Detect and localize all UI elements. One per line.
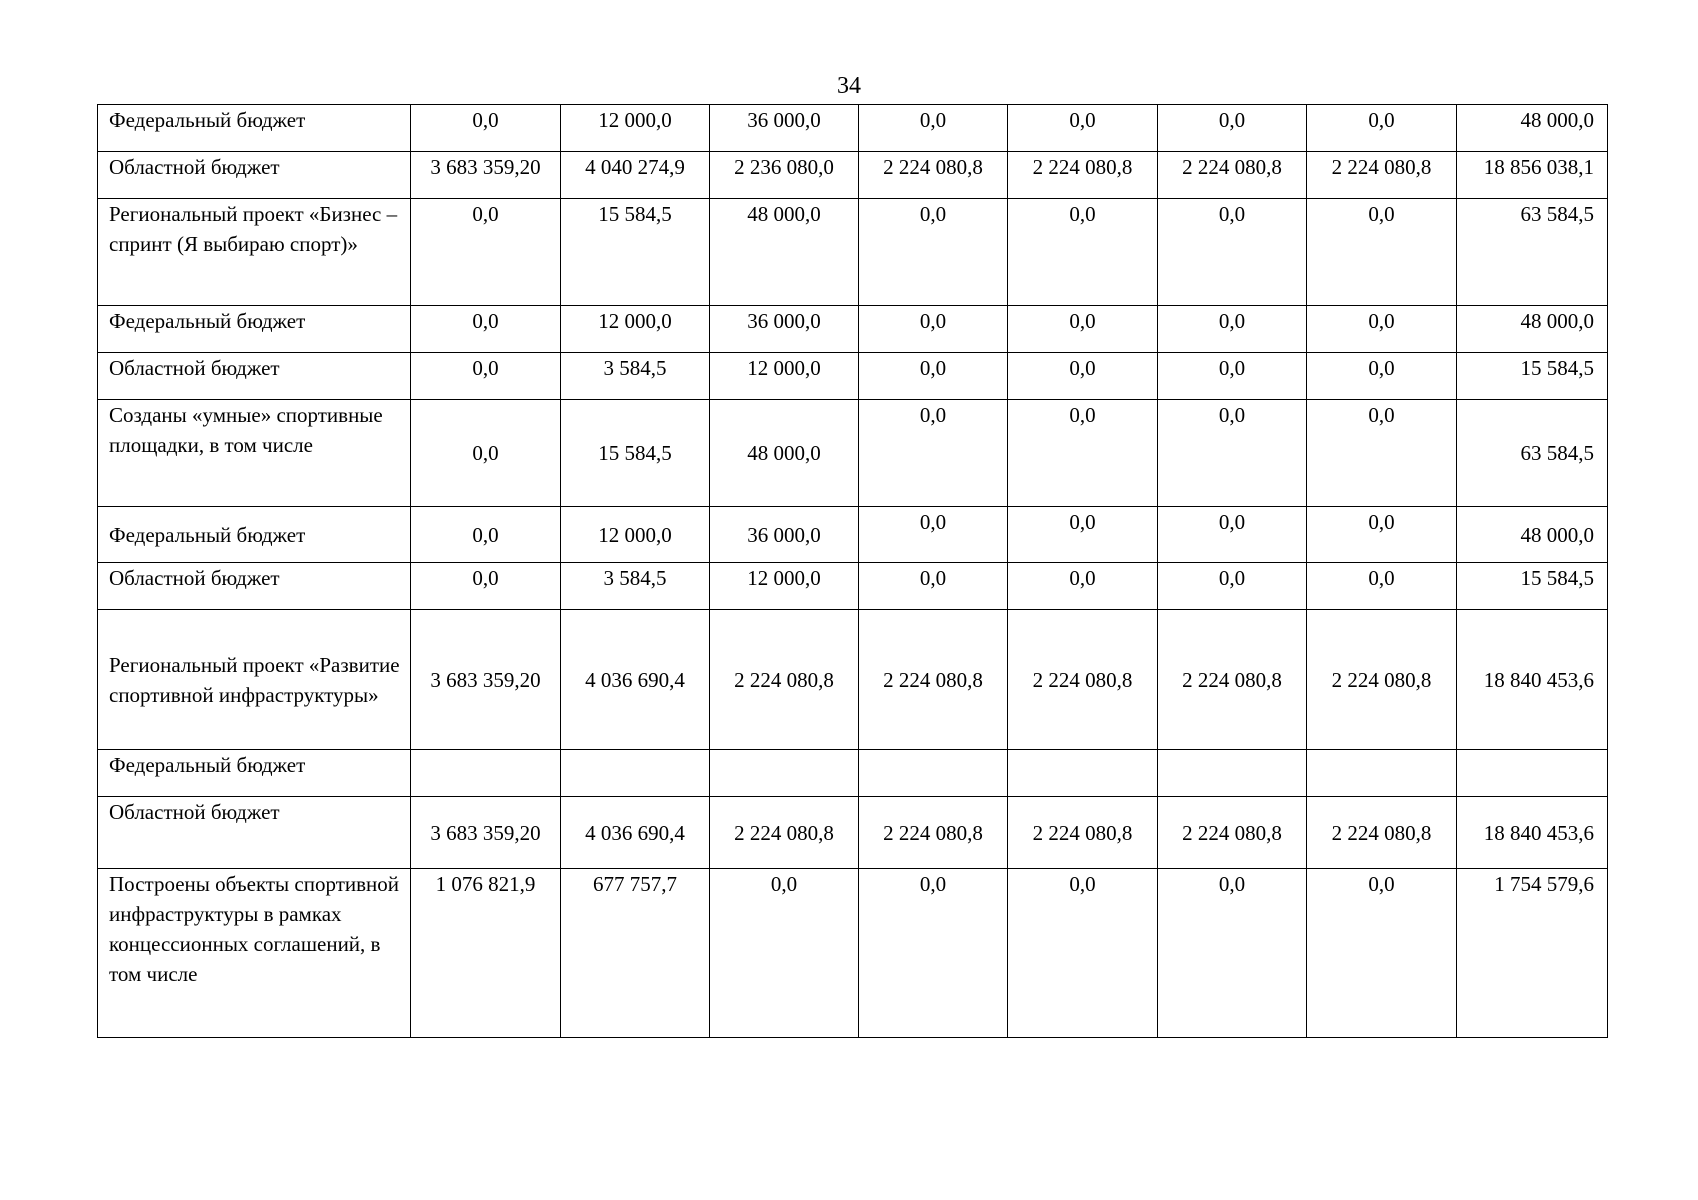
row-label: Построены объекты спортивной инфраструктуры в рамках концессионных соглашений, в том числе [98, 869, 411, 1038]
value-cell: 36 000,0 [710, 306, 859, 353]
value-cell: 0,0 [1158, 507, 1307, 563]
value-cell: 2 224 080,8 [1307, 797, 1457, 869]
value-cell: 0,0 [859, 400, 1008, 507]
table-row [98, 507, 1608, 563]
total-cell: 18 840 453,6 [1457, 797, 1608, 869]
value-cell: 0,0 [1008, 400, 1158, 507]
value-cell: 48 000,0 [710, 199, 859, 306]
value-cell: 0,0 [411, 507, 561, 563]
total-cell: 15 584,5 [1457, 353, 1608, 400]
table-row [98, 610, 1608, 750]
value-cell: 48 000,0 [710, 400, 859, 507]
value-cell: 677 757,7 [561, 869, 710, 1038]
value-cell: 2 236 080,0 [710, 152, 859, 199]
value-cell: 0,0 [1158, 199, 1307, 306]
row-label: Региональный проект «Бизнес – спринт (Я выбираю спорт)» [98, 199, 411, 306]
value-cell: 2 224 080,8 [859, 610, 1008, 750]
total-cell: 63 584,5 [1457, 199, 1608, 306]
value-cell: 12 000,0 [561, 507, 710, 563]
value-cell: 0,0 [411, 563, 561, 610]
value-cell: 0,0 [1307, 105, 1457, 152]
value-cell: 36 000,0 [710, 105, 859, 152]
value-cell: 12 000,0 [561, 105, 710, 152]
value-cell: 3 683 359,20 [411, 797, 561, 869]
value-cell: 3 683 359,20 [411, 152, 561, 199]
row-label: Созданы «умные» спортивные площадки, в том числе [98, 400, 411, 507]
total-cell: 48 000,0 [1457, 507, 1608, 563]
row-label: Областной бюджет [98, 563, 411, 610]
value-cell: 0,0 [1307, 869, 1457, 1038]
row-label: Федеральный бюджет [98, 507, 411, 563]
value-cell: 2 224 080,8 [859, 797, 1008, 869]
row-label: Федеральный бюджет [98, 105, 411, 152]
value-cell: 0,0 [710, 869, 859, 1038]
value-cell: 15 584,5 [561, 199, 710, 306]
value-cell: 0,0 [1307, 507, 1457, 563]
value-cell: 12 000,0 [561, 306, 710, 353]
table-row [98, 869, 1608, 1038]
table-row [98, 152, 1608, 199]
value-cell: 0,0 [1008, 507, 1158, 563]
row-label: Областной бюджет [98, 353, 411, 400]
value-cell: 0,0 [1307, 306, 1457, 353]
value-cell: 0,0 [411, 306, 561, 353]
table-row [98, 353, 1608, 400]
value-cell: 3 584,5 [561, 353, 710, 400]
table-row [98, 563, 1608, 610]
value-cell: 2 224 080,8 [1158, 797, 1307, 869]
value-cell: 2 224 080,8 [1008, 610, 1158, 750]
total-cell [1457, 750, 1608, 797]
total-cell: 48 000,0 [1457, 105, 1608, 152]
value-cell: 2 224 080,8 [1008, 797, 1158, 869]
value-cell: 0,0 [1008, 105, 1158, 152]
value-cell: 0,0 [859, 105, 1008, 152]
value-cell: 0,0 [1158, 563, 1307, 610]
value-cell [411, 750, 561, 797]
value-cell: 0,0 [859, 199, 1008, 306]
value-cell: 0,0 [411, 199, 561, 306]
row-label: Федеральный бюджет [98, 750, 411, 797]
row-label: Региональный проект «Развитие спортивной инфраструктуры» [98, 610, 411, 750]
table-row [98, 797, 1608, 869]
value-cell: 0,0 [1158, 306, 1307, 353]
page-number: 34 [837, 73, 861, 99]
table-row [98, 400, 1608, 507]
total-cell: 48 000,0 [1457, 306, 1608, 353]
value-cell: 15 584,5 [561, 400, 710, 507]
value-cell: 0,0 [411, 105, 561, 152]
value-cell: 36 000,0 [710, 507, 859, 563]
value-cell [710, 750, 859, 797]
value-cell: 2 224 080,8 [710, 797, 859, 869]
value-cell: 2 224 080,8 [1008, 152, 1158, 199]
table-row [98, 306, 1608, 353]
value-cell: 2 224 080,8 [1307, 152, 1457, 199]
value-cell [1008, 750, 1158, 797]
value-cell: 0,0 [1158, 353, 1307, 400]
value-cell: 3 683 359,20 [411, 610, 561, 750]
value-cell [859, 750, 1008, 797]
row-label: Областной бюджет [98, 152, 411, 199]
value-cell: 0,0 [859, 563, 1008, 610]
row-label: Областной бюджет [98, 797, 411, 869]
value-cell: 0,0 [1158, 400, 1307, 507]
value-cell: 0,0 [859, 507, 1008, 563]
value-cell: 0,0 [859, 353, 1008, 400]
total-cell: 1 754 579,6 [1457, 869, 1608, 1038]
value-cell [1158, 750, 1307, 797]
value-cell: 4 040 274,9 [561, 152, 710, 199]
value-cell: 0,0 [1008, 563, 1158, 610]
value-cell: 2 224 080,8 [710, 610, 859, 750]
value-cell: 4 036 690,4 [561, 610, 710, 750]
total-cell: 18 840 453,6 [1457, 610, 1608, 750]
value-cell: 0,0 [859, 869, 1008, 1038]
value-cell: 0,0 [411, 400, 561, 507]
value-cell: 2 224 080,8 [1158, 152, 1307, 199]
value-cell [1307, 750, 1457, 797]
row-label: Федеральный бюджет [98, 306, 411, 353]
value-cell: 12 000,0 [710, 353, 859, 400]
value-cell: 0,0 [1307, 563, 1457, 610]
budget-table [97, 104, 1608, 1038]
value-cell: 0,0 [411, 353, 561, 400]
value-cell: 2 224 080,8 [1158, 610, 1307, 750]
value-cell: 0,0 [859, 306, 1008, 353]
value-cell: 0,0 [1307, 353, 1457, 400]
total-cell: 15 584,5 [1457, 563, 1608, 610]
value-cell: 0,0 [1008, 306, 1158, 353]
value-cell: 0,0 [1158, 869, 1307, 1038]
value-cell: 0,0 [1307, 400, 1457, 507]
total-cell: 63 584,5 [1457, 400, 1608, 507]
table-row [98, 750, 1608, 797]
value-cell: 3 584,5 [561, 563, 710, 610]
total-cell: 18 856 038,1 [1457, 152, 1608, 199]
value-cell: 1 076 821,9 [411, 869, 561, 1038]
value-cell: 0,0 [1008, 353, 1158, 400]
table-row [98, 105, 1608, 152]
value-cell: 0,0 [1008, 869, 1158, 1038]
value-cell: 0,0 [1008, 199, 1158, 306]
value-cell: 0,0 [1307, 199, 1457, 306]
value-cell [561, 750, 710, 797]
value-cell: 0,0 [1158, 105, 1307, 152]
table-row [98, 199, 1608, 306]
value-cell: 2 224 080,8 [859, 152, 1008, 199]
value-cell: 2 224 080,8 [1307, 610, 1457, 750]
value-cell: 4 036 690,4 [561, 797, 710, 869]
value-cell: 12 000,0 [710, 563, 859, 610]
